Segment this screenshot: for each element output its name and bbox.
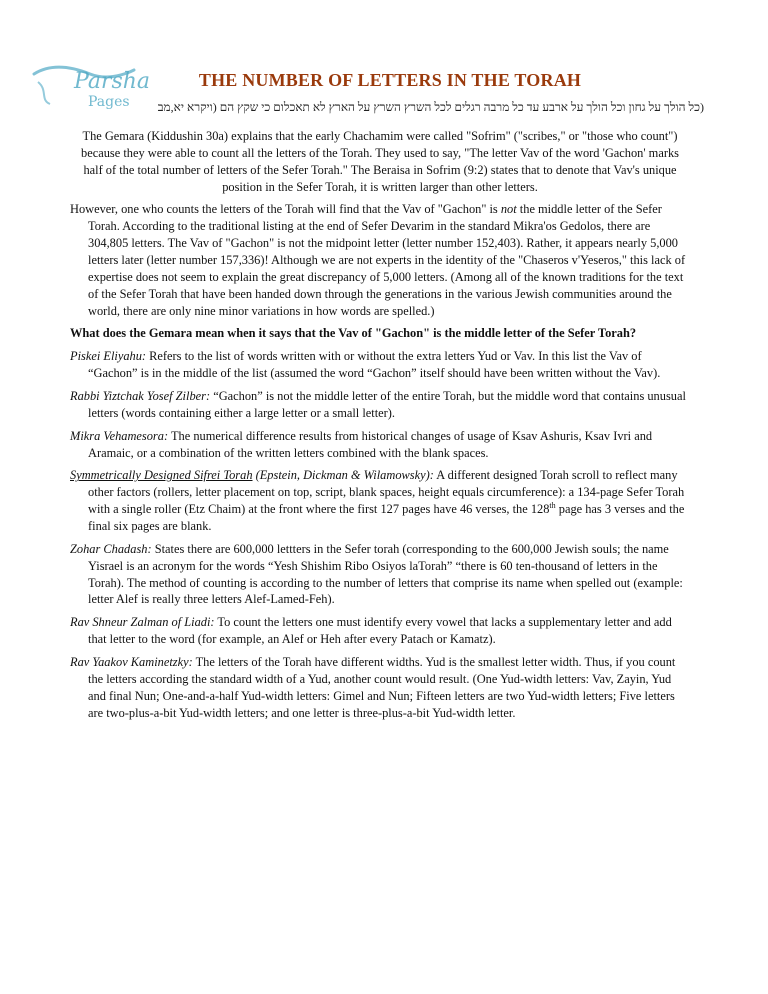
intro-paragraph: The Gemara (Kiddushin 30a) explains that the early Chachamim were called "Sofrim" ("scribes," or "those who count") because they were able to count all the letters of the Torah. They used to say, "The letter Vav of the word 'Gachon' marks half of the total number of letters of the Sefer Torah." The Beraisa in Sofrim (9:2) states that to denote that Vav's unique position in the Sefer Torah, it is written larger than other letters. xyxy=(81,129,679,194)
entry-text: The numerical difference results from historical changes of usage of Ksav Ashuris, Ksav Ivri and Aramaic, or a combination of the written letters combined with the blank spaces. xyxy=(88,428,653,460)
entry-text: Refers to the list of words written with or without the extra letters Yud or Vav. In this list the Vav of “Gachon” is in the middle of the list (assumed the word “Gachon” itself should have been written without the Vav). xyxy=(88,349,661,381)
logo-text-pages: Pages xyxy=(88,94,130,110)
ordinal-suffix: th xyxy=(549,501,556,511)
entry-text: States there are 600,000 lettters in the Sefer torah (corresponding to the 600,000 Jewish souls; the name Yisrael is an acronym for the words “Yesh Shishim Ribo Osiyos laTorah” “there is 60 ten-thousand of letters in the Torah). The method of counting is according to the number of letters that comprise its name when spelled out (example: letter Alef is really three letters Alef-Lamed-Feh). xyxy=(88,541,683,607)
entry-zohar-chadash xyxy=(70,541,690,608)
hebrew-verse-quote: (כל הולך על גחון וכל הולך על ארבע עד כל מרבה רגלים לכל השרץ השרץ על הארץ לא תאכלום כי שקץ הם (ויקרא יא,מב xyxy=(157,100,704,114)
entry-source: Zohar Chadash: xyxy=(70,541,152,556)
entry-source-underlined: Symmetrically Designed Sifrei Torah xyxy=(70,468,253,483)
question-heading: What does the Gemara mean when it says that the Vav of "Gachon" is the middle letter of the Sefer Torah? xyxy=(70,326,637,341)
document-body xyxy=(70,128,690,728)
entry-mikra-vehamesora xyxy=(70,428,690,462)
entry-symmetric-sifrei-torah xyxy=(70,467,690,534)
entry-source: Mikra Vehamesora: xyxy=(70,428,169,443)
entry-source: Rabbi Yiztchak Yosef Zilber: xyxy=(70,389,211,404)
entry-rabbi-zilber xyxy=(70,388,690,422)
emphasis-not: not xyxy=(500,202,517,217)
discrepancy-paragraph xyxy=(70,201,690,319)
entry-text: To count the letters one must identify every vowel that lacks a supplementary letter and add that letter to the word (for example, an Alef or Heh after every Patach or Kamatz). xyxy=(88,615,672,647)
document-title: THE NUMBER OF LETTERS IN THE TORAH xyxy=(198,70,582,90)
entry-source: Piskei Eliyahu: xyxy=(70,349,147,364)
entry-rav-shneur-zalman xyxy=(70,614,690,648)
entry-text: The letters of the Torah have different widths. Yud is the smallest letter width. Thus, if you count the letters according the standard width of a Yud, another count would result. (One Yud-width letters: Vav, Zayin, Yud and final Nun; One-and-a-half Yud-width letters: Gimel and Nun; Fifteen letters are two Yud-width letters; Five letters are two-plus-a-bit Yud-width letters; and one letter is three-plus-a-bit Yud-width letter. xyxy=(88,655,676,720)
entry-piskei-eliyahu xyxy=(70,348,690,382)
entry-text: “Gachon” is not the middle letter of the entire Torah, but the middle word that contains unusual letters (words containing either a large letter or a small letter). xyxy=(88,389,686,420)
entry-rav-kaminetzky xyxy=(70,654,690,721)
entry-text: A different designed Torah scroll to reflect many other factors (rollers, letter placement on top, script, blank spaces, height equals circumference): a 134-page Sefer Torah with a single roller (Etz Chaim) at the front where the first 127 pages have 46 verses, the 128 xyxy=(88,468,685,517)
logo-text-parsha: Parsha xyxy=(74,69,151,94)
entry-source: (Epstein, Dickman & Wilamowsky): xyxy=(252,468,434,483)
entry-source: Rav Shneur Zalman of Liadi: xyxy=(70,615,215,630)
para-text: the middle letter of the Sefer Torah. According to the traditional listing at the end of Sefer Devarim in the standard Mikra'os Gedolos, there are 304,805 letters. The Vav of "Gachon" is not the midpoint letter (letter number 152,403). Rather, it appears nearly 5,000 letters later (letter number 157,336)! Although we are not experts in the identity of the "Chaseros v'Yeseros," this lack of expertise does not seem to explain the great discrepancy of 5,000 letters. (Among all of the known traditions for the text of the Sefer Torah that have been handed down through the generations in the various Jewish communities around the world, there are only nine minor variations in how words are spelled.) xyxy=(88,202,686,318)
para-text: However, one who counts the letters of the Torah will find that the Vav of "Gachon" is xyxy=(70,202,501,217)
entry-source: Rav Yaakov Kaminetzky: xyxy=(70,655,193,670)
entry-text: page has 3 verses and the final six pages are blank. xyxy=(88,502,685,534)
